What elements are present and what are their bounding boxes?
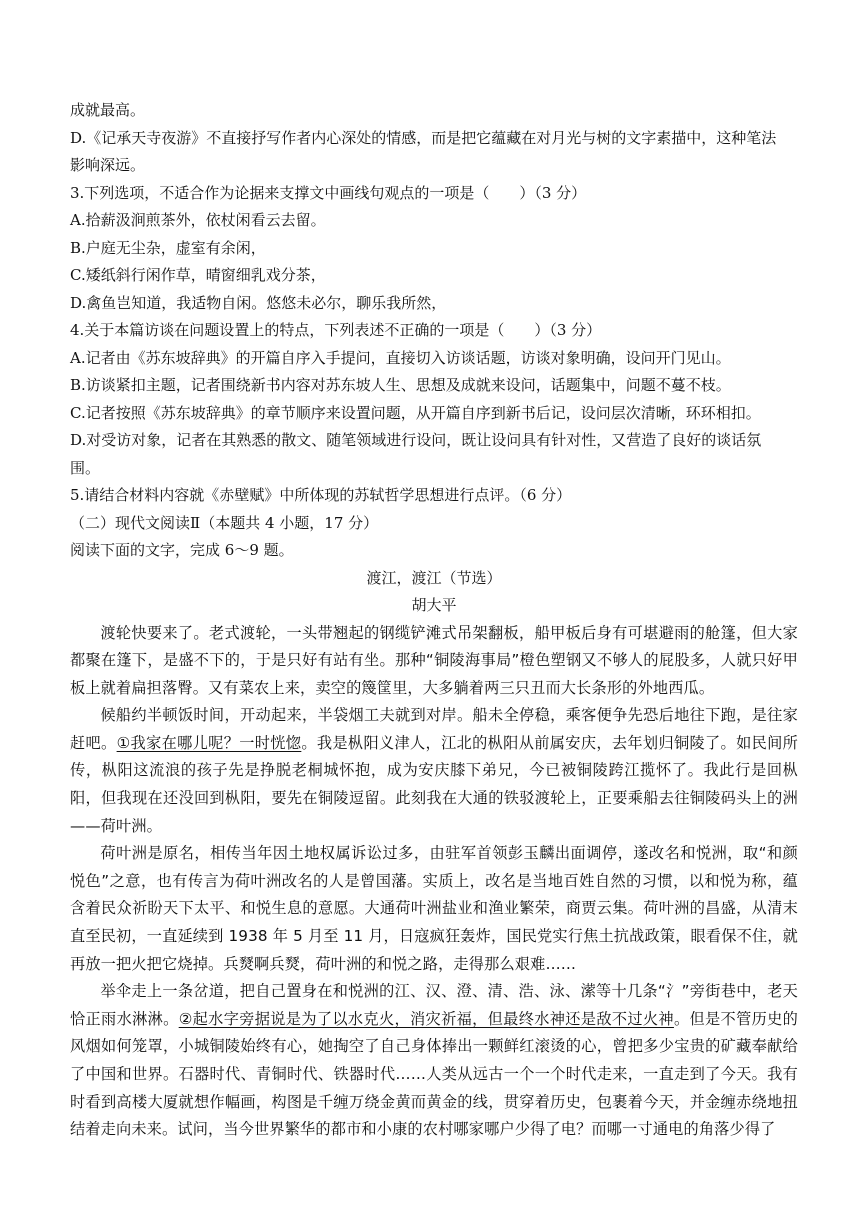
paragraph-text: 候船约半顿饭时间，开动起来，半袋烟工夫就到对岸。船未全停稳，乘客便争先恐后地往下跑，是往家赶吧。 — [70, 706, 798, 752]
underlined-sentence-2: ②起水字旁据说是为了以水克火，消灾祈福，但最终水神还是敌不过火神 — [178, 1009, 674, 1028]
article-title: 渡江，渡江（节选） — [366, 568, 502, 587]
question-3: 3.下列选项，不适合作为论据来支撑文中画线句观点的一项是（ ）（3 分） — [70, 183, 587, 202]
question-3-option-b: B.户庭无尘杂，虚室有余闲， — [70, 238, 266, 257]
instruction: 阅读下面的文字，完成 6～9 题。 — [70, 541, 294, 559]
question-3-option-c: C.矮纸斜行闲作草，晴窗细乳戏分茶， — [70, 266, 326, 284]
paragraph-text: 。我是枞阳义津人，江北的枞阳从前属安庆，去年划归铜陵了。如民间所传，枞阳这流浪的孩子先是挣脱老桐城怀抱，成为安庆膝下弟兄，今已被铜陵跨江揽怀了。我此行是回枞阳，但我现在还没回到枞阳，要先在铜陵逗留。此刻我在大通的铁驳渡轮上，正要乘船去往铜陵码头上的洲——荷叶洲。 — [70, 733, 798, 835]
article-paragraph-4 — [70, 978, 798, 1144]
paragraph-text: 。但是不管历史的风烟如何笼罩，小城铜陵始终有心，她掏空了自己身体捧出一颗鲜红滚烫的心，曾把多少宝贵的矿藏奉献给了中国和世界。石器时代、青铜时代、铁器时代……人类从远古一个一个时代走来，一直走到了今天。我有时看到高楼大厦就想作幅画，构图是千缠万绕金黄而黄金的线，贯穿着历史，包裹着今天，并金缠赤绕地扭结着走向未来。试问，当今世界繁华的都市和小康的农村哪家哪户少得了电？而哪一寸通电的角落少得了 — [70, 1009, 798, 1139]
question-4-option-c: C.记者按照《苏东坡辞典》的章节顺序来设置问题，从开篇自序到新书后记，设问层次清晰，环环相扣。 — [70, 403, 761, 422]
text-line: 成就最高。 — [70, 101, 146, 119]
section-heading: （二）现代文阅读Ⅱ（本题共 4 小题，17 分） — [70, 513, 379, 532]
paragraph-text: 举伞走上一条岔道，把自己置身在和悦洲的江、汉、澄、清、浩、泳、潆等十几条“氵”旁街巷中，老天恰正雨水淋淋。 — [70, 982, 798, 1028]
article-paragraph-2 — [70, 702, 798, 840]
question-3-option-d: D.禽鱼岂知道，我适物自闲。悠悠未必尔，聊乐我所然， — [70, 293, 447, 312]
question-4-option-d-cont: 围。 — [70, 458, 101, 477]
article-paragraph-1: 渡轮快要来了。老式渡轮，一头带翘起的钢缆铲滩式吊架翻板，船甲板后身有可堪避雨的舱篷，但大家都聚在篷下，是盛不下的，于是只好有站有坐。那种“铜陵海事局”橙色塑钢又不够人的屁股多，人就只好甲板上就着扁担落臀。又有菜农上来，卖空的篾筐里，大多躺着两三只丑而大长条形的外地西瓜。 — [70, 623, 798, 697]
underlined-sentence-1: ①我家在哪儿呢？一时恍惚 — [116, 733, 302, 752]
question-4-option-d: D.对受访对象，记者在其熟悉的散文、随笔领域进行设问，既让设问具有针对性，又营造了良好的谈话氛 — [70, 431, 762, 449]
question-4-option-a: A.记者由《苏东坡辞典》的开篇自序入手提问，直接切入访谈话题，访谈对象明确，设问开门见山。 — [70, 348, 731, 367]
article-author: 胡大平 — [411, 596, 457, 614]
question-3-option-a: A.拾薪汲涧煎茶外，依杖闲看云去留。 — [70, 211, 326, 229]
option-d-line: D.《记承天寺夜游》不直接抒写作者内心深处的情感，而是把它蕴藏在对月光与树的文字素描中，这种笔法 — [70, 128, 777, 147]
text-line: 影响深远。 — [70, 156, 146, 174]
question-5: 5.请结合材料内容就《赤壁赋》中所体现的苏轼哲学思想进行点评。（6 分） — [70, 486, 572, 504]
article-paragraph-3: 荷叶洲是原名，相传当年因土地权属诉讼过多，由驻军首领彭玉麟出面调停，遂改名和悦洲，取“和颜悦色”之意，也有传言为荷叶洲改名的人是曾国藩。实质上，改名是当地百姓自然的习惯，以和悦为称，蕴含着民众祈盼天下太平、和悦生息的意愿。大通荷叶洲盐业和渔业繁荣，商贾云集。荷叶洲的昌盛，从清末直至民初，一直延续到 1938 年 5 月至 11 月，日寇疯狂轰炸，国民党实行焦土抗战政策，眼看保不住，就再放一把火把它烧掉。兵燹啊兵燹，荷叶洲的和悦之路，走得那么艰难…… — [70, 844, 798, 973]
question-4-option-b: B.访谈紧扣主题，记者围绕新书内容对苏东坡人生、思想及成就来设问，话题集中，问题不蔓不枝。 — [70, 376, 731, 394]
question-4: 4.关于本篇访谈在问题设置上的特点，下列表述不正确的一项是（ ）（3 分） — [70, 321, 602, 339]
